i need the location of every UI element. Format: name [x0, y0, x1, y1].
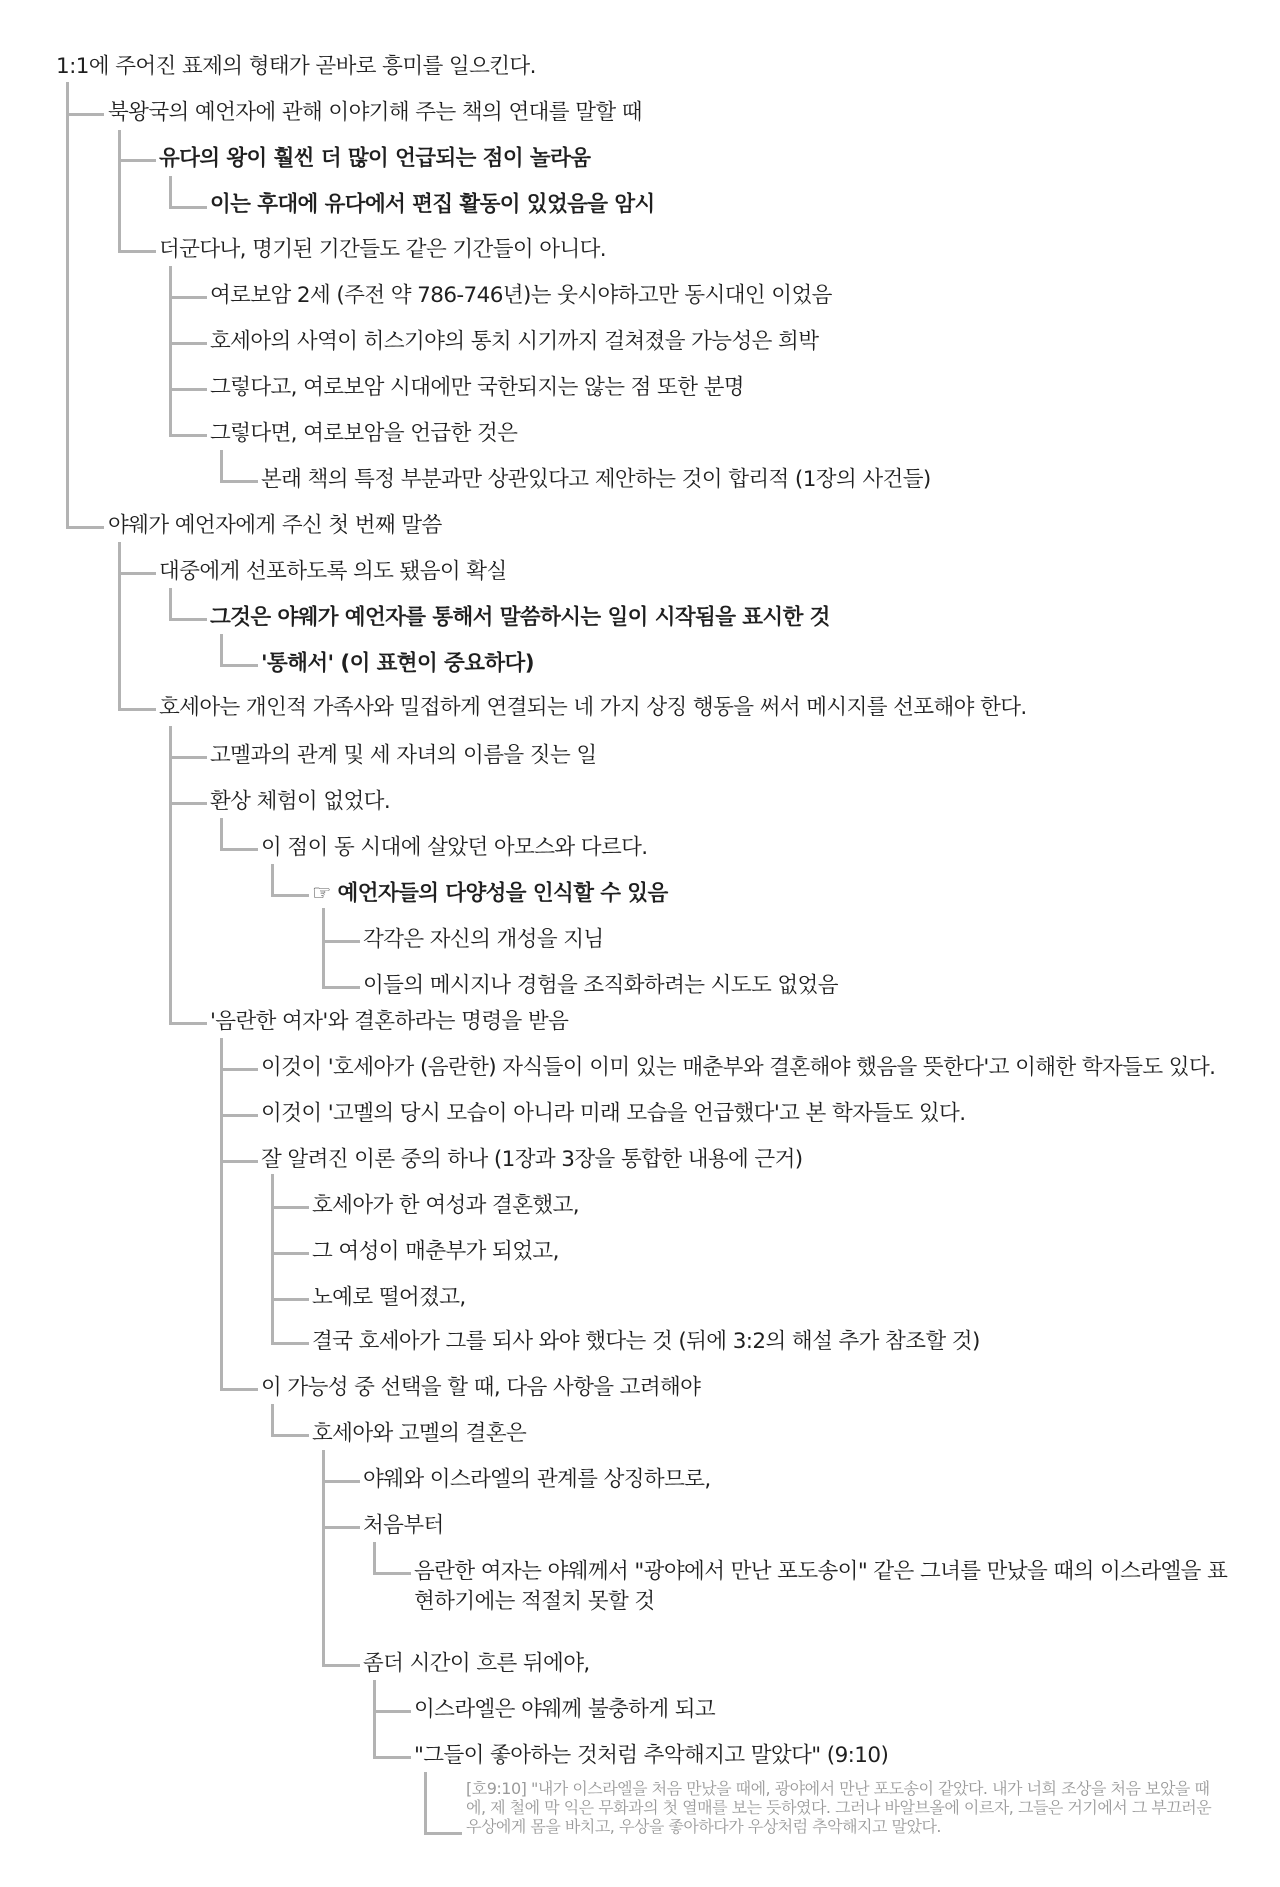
connector-line	[220, 1388, 258, 1391]
outline-node: 잘 알려진 이론 중의 하나 (1장과 3장을 통합한 내용에 근거)	[261, 1147, 803, 1172]
outline-node: 북왕국의 예언자에 관해 이야기해 주는 책의 연대를 말할 때	[108, 100, 642, 125]
outline-node: 호세아와 고멜의 결혼은	[312, 1421, 527, 1446]
outline-node: 야웨가 예언자에게 주신 첫 번째 말씀	[108, 513, 442, 538]
connector-line	[169, 1022, 207, 1025]
outline-node: 고멜과의 관계 및 세 자녀의 이름을 짓는 일	[210, 743, 597, 768]
connector-line	[373, 1542, 376, 1574]
outline-node: '음란한 여자'와 결혼하라는 명령을 받음	[210, 1009, 569, 1034]
connector-line	[169, 176, 172, 208]
connector-line	[271, 1206, 309, 1209]
connector-line	[220, 664, 258, 667]
connector-line	[271, 864, 274, 896]
connector-line	[220, 480, 258, 483]
outline-node: 여로보암 2세 (주전 약 786-746년)는 웃시야하고만 동시대인 이었음	[210, 283, 832, 308]
outline-node: 이 점이 동 시대에 살았던 아모스와 다르다.	[261, 835, 648, 860]
outline-node: 좀더 시간이 흐른 뒤에야,	[363, 1651, 590, 1676]
outline-node: 더군다나, 명기된 기간들도 같은 기간들이 아니다.	[159, 237, 607, 262]
outline-node: 그렇다고, 여로보암 시대에만 국한되지는 않는 점 또한 분명	[210, 375, 744, 400]
connector-line	[169, 342, 207, 345]
outline-node: "그들이 좋아하는 것처럼 추악해지고 말았다" (9:10)	[414, 1743, 889, 1768]
outline-node: 이 가능성 중 선택을 할 때, 다음 사항을 고려해야	[261, 1375, 701, 1400]
outline-node: 그것은 야웨가 예언자를 통해서 말씀하시는 일이 시작됨을 표시한 것	[210, 605, 830, 630]
connector-line	[66, 526, 104, 529]
outline-node: ☞ 예언자들의 다양성을 인식할 수 있음	[312, 881, 668, 906]
connector-line	[322, 1480, 360, 1483]
connector-line	[271, 1174, 274, 1344]
connector-line	[271, 1434, 309, 1437]
connector-line	[118, 159, 156, 162]
connector-line	[220, 1068, 258, 1071]
outline-node: 호세아는 개인적 가족사와 밀접하게 연결되는 네 가지 상징 행동을 써서 메시지를 선포해야 한다.	[159, 695, 1027, 720]
outline-node: 호세아의 사역이 히스기야의 통치 시기까지 걸쳐졌을 가능성은 희박	[210, 329, 819, 354]
connector-line	[322, 940, 360, 943]
connector-line	[169, 206, 207, 209]
connector-line	[373, 1572, 411, 1575]
connector-line	[322, 986, 360, 989]
connector-line	[220, 1038, 223, 1390]
connector-line	[66, 82, 69, 528]
outline-node: 그렇다면, 여로보암을 언급한 것은	[210, 421, 518, 446]
connector-line	[169, 802, 207, 805]
connector-line	[118, 542, 121, 710]
connector-line	[322, 1664, 360, 1667]
connector-line	[169, 756, 207, 759]
outline-node: 야웨와 이스라엘의 관계를 상징하므로,	[363, 1467, 711, 1492]
connector-line	[373, 1680, 376, 1758]
connector-line	[322, 1526, 360, 1529]
outline-node: 본래 책의 특정 부분과만 상관있다고 제안하는 것이 합리적 (1장의 사건들)	[261, 467, 931, 492]
outline-node: 처음부터	[363, 1513, 444, 1538]
connector-line	[169, 726, 172, 1024]
connector-line	[271, 1404, 274, 1436]
connector-line	[169, 266, 172, 436]
connector-line	[220, 450, 223, 482]
connector-line	[118, 250, 156, 253]
outline-node: 그 여성이 매춘부가 되었고,	[312, 1239, 559, 1264]
connector-line	[271, 1252, 309, 1255]
connector-line	[169, 296, 207, 299]
connector-line	[424, 1772, 427, 1834]
connector-line	[118, 708, 156, 711]
outline-node: 대중에게 선포하도록 의도 됐음이 확실	[159, 559, 507, 584]
outline-node: 이것이 '호세아가 (음란한) 자식들이 이미 있는 매춘부와 결혼해야 했음을 뜻한다'고 이해한 학자들도 있다.	[261, 1055, 1216, 1080]
connector-line	[169, 434, 207, 437]
outline-node: 유다의 왕이 훨씬 더 많이 언급되는 점이 놀라움	[159, 146, 591, 171]
connector-line	[424, 1832, 462, 1835]
outline-node: 1:1에 주어진 표제의 형태가 곧바로 흥미를 일으킨다.	[56, 54, 536, 79]
connector-line	[220, 1114, 258, 1117]
connector-line	[66, 113, 104, 116]
outline-node: 노예로 떨어졌고,	[312, 1285, 466, 1310]
connector-line	[169, 388, 207, 391]
connector-line	[373, 1710, 411, 1713]
connector-line	[169, 588, 172, 620]
connector-line	[373, 1756, 411, 1759]
outline-node: 결국 호세아가 그를 되사 와야 했다는 것 (뒤에 3:2의 해설 추가 참조할 것)	[312, 1329, 980, 1354]
connector-line	[118, 572, 156, 575]
outline-node: 이스라엘은 야웨께 불충하게 되고	[414, 1697, 716, 1722]
outline-node: 이는 후대에 유다에서 편집 활동이 있었음을 암시	[210, 192, 655, 217]
connector-line	[220, 1160, 258, 1163]
connector-line	[322, 908, 325, 988]
connector-line	[271, 1342, 309, 1345]
connector-line	[271, 894, 309, 897]
outline-node: '통해서' (이 표현이 중요하다)	[261, 651, 534, 676]
connector-line	[220, 848, 258, 851]
connector-line	[169, 618, 207, 621]
outline-node: 환상 체험이 없었다.	[210, 789, 391, 814]
outline-node: 음란한 여자는 야웨께서 "광야에서 만난 포도송이" 같은 그녀를 만났을 때의 이스라엘을 표현하기에는 적절치 못할 것	[414, 1559, 1228, 1614]
connector-line	[220, 634, 223, 666]
outline-node: 각각은 자신의 개성을 지님	[363, 927, 604, 952]
outline-node: 이들의 메시지나 경험을 조직화하려는 시도도 없었음	[363, 973, 838, 998]
outline-node: 이것이 '고멜의 당시 모습이 아니라 미래 모습을 언급했다'고 본 학자들도 있다.	[261, 1101, 966, 1126]
scripture-note: [호9:10] "내가 이스라엘을 처음 만났을 때에, 광야에서 만난 포도송이 같았다. 내가 너희 조상을 처음 보았을 때에, 제 철에 막 익은 무화과의 첫 열매를 보는 듯하였다. 그러나 바알브올에 이르자, 그들은 거기에서 그 부끄러운 우상에게 몸을 바치고, 우상을 좋아하다가 우상처럼 추악해지고 말았다.	[466, 1779, 1212, 1836]
outline-node: 호세아가 한 여성과 결혼했고,	[312, 1193, 579, 1218]
connector-line	[271, 1298, 309, 1301]
connector-line	[118, 130, 121, 252]
connector-line	[220, 818, 223, 850]
